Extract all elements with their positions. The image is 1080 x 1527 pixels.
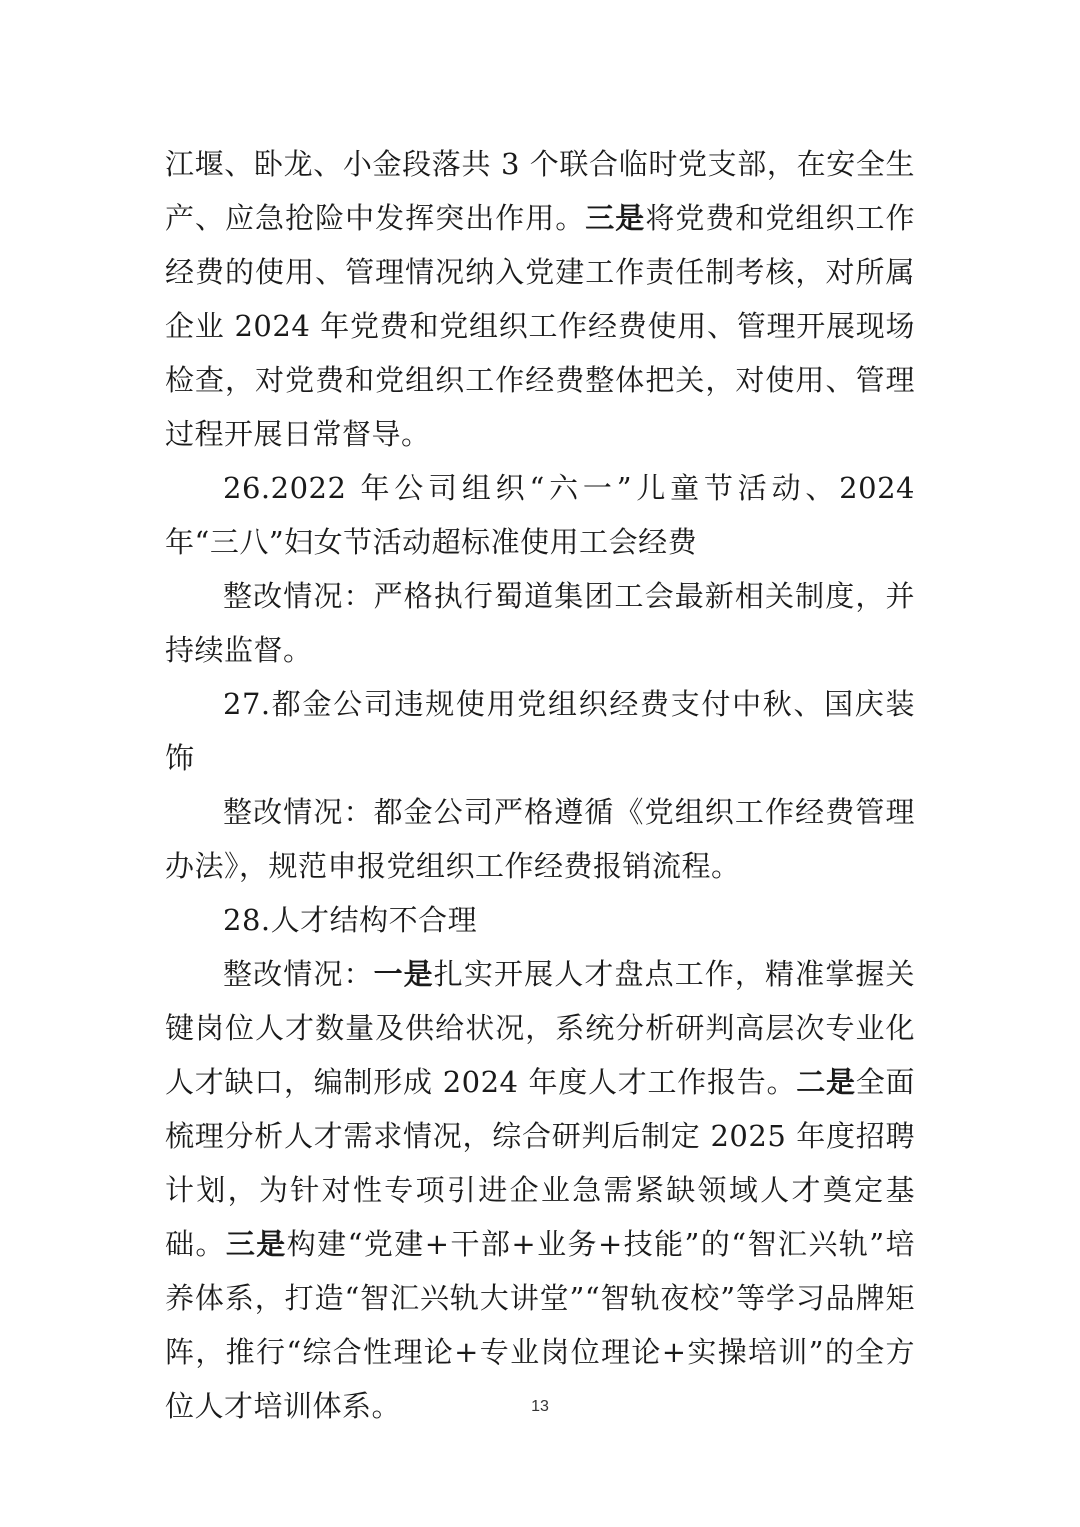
document-body: [165, 137, 915, 1433]
paragraph: [165, 461, 915, 569]
paragraph: [165, 137, 915, 461]
text-run: 构建“党建+干部+业务+技能”的“智汇兴轨”培养体系，打造“智汇兴轨大讲堂”“智轨夜校”等学习品牌矩阵，推行“综合性理论+专业岗位理论+实操培训”的全方位人才培训体系。: [165, 1227, 916, 1423]
text-run: 整改情况：都金公司严格遵循《党组织工作经费管理办法》，规范申报党组织工作经费报销流程。: [165, 795, 915, 883]
paragraph: [165, 677, 915, 785]
text-run: 江堰、卧龙、小金段落共 3 个联合临时党支部，在安全生产、应急抢险中发挥突出作用。: [165, 147, 915, 235]
paragraph: [165, 947, 915, 1433]
text-run: 将党费和党组织工作经费的使用、管理情况纳入党建工作责任制考核，对所属企业 2024 年党费和党组织工作经费使用、管理开展现场检查，对党费和党组织工作经费整体把关，对使用、管理过程开展日常督导。: [165, 201, 915, 451]
text-run: 26.2022 年公司组织“六一”儿童节活动、2024 年“三八”妇女节活动超标准使用工会经费: [165, 471, 915, 559]
text-run: 全面梳理分析人才需求情况，综合研判后制定 2025 年度招聘计划，为针对性专项引进企业急需紧缺领域人才奠定基础。: [165, 1065, 915, 1261]
bold-keyword: 二是: [796, 1065, 856, 1099]
text-run: 整改情况：: [223, 957, 374, 991]
text-run: 27.都金公司违规使用党组织经费支付中秋、国庆装饰: [165, 687, 915, 775]
paragraph: [165, 893, 915, 947]
bold-keyword: 三是: [225, 1227, 287, 1261]
bold-keyword: 三是: [585, 201, 646, 235]
page-number: 13: [531, 1398, 549, 1415]
text-run: 整改情况：严格执行蜀道集团工会最新相关制度，并持续监督。: [165, 579, 915, 667]
paragraph: [165, 569, 915, 677]
paragraph: [165, 785, 915, 893]
text-run: 28.人才结构不合理: [223, 903, 478, 937]
text-run: 扎实开展人才盘点工作，精准掌握关键岗位人才数量及供给状况，系统分析研判高层次专业化人才缺口，编制形成 2024 年度人才工作报告。: [165, 957, 915, 1099]
bold-keyword: 一是: [373, 957, 434, 991]
